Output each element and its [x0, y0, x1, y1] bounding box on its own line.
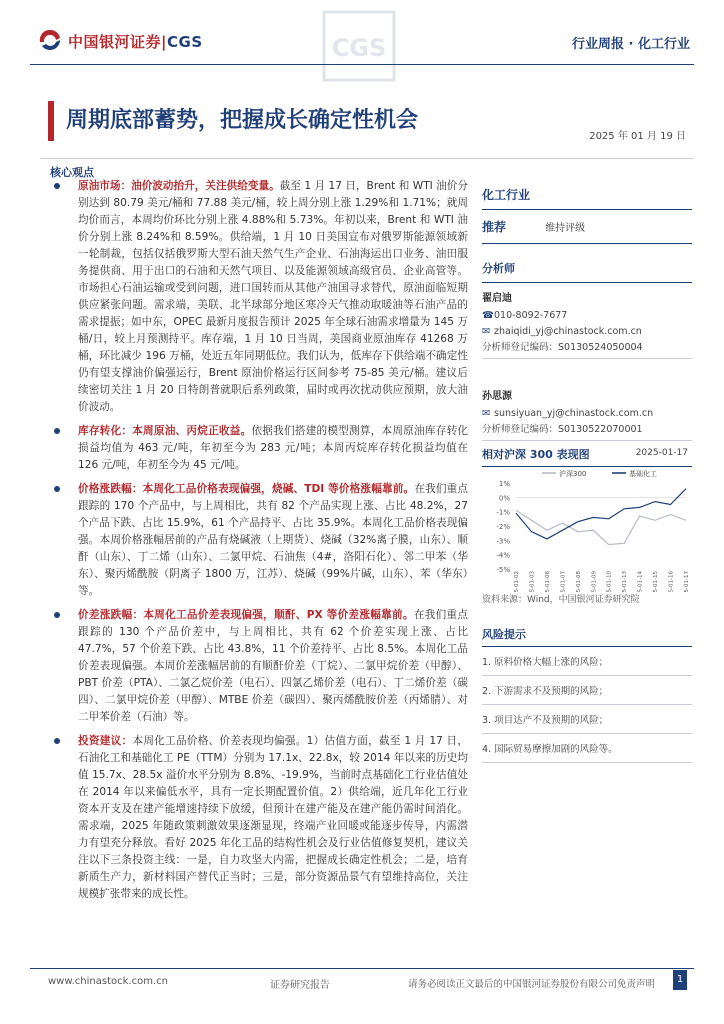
risk-item: 2. 下游需求不及预期的风险；	[482, 676, 692, 705]
x-tick-label: 2025-01-02	[514, 571, 520, 593]
y-tick-label: -1%	[496, 508, 510, 517]
bullet-icon	[54, 183, 60, 189]
x-tick-label: 2025-01-17	[684, 571, 690, 593]
chart-title: 相对沪深 300 表现图	[482, 448, 590, 461]
x-tick-label: 2025-01-15	[653, 571, 660, 593]
legend-label: 沪深300	[559, 470, 587, 478]
x-tick-label: 2025-01-06	[544, 571, 551, 593]
paragraph-lead: 原油市场：油价波动抬升，关注供给变量。	[78, 180, 280, 192]
analyst-phone: ☎010-8092-7677	[482, 308, 692, 324]
x-tick-label: 2025-01-08	[575, 571, 582, 593]
paragraph-inventory	[48, 423, 468, 474]
cgs-watermark	[316, 6, 402, 86]
y-tick-label: -3%	[496, 537, 510, 546]
page-number: 1	[673, 970, 687, 990]
analyst-label: 分析师	[482, 244, 692, 283]
paragraph-lead: 投资建议：	[78, 735, 133, 747]
sidebar	[482, 178, 692, 441]
series-line	[516, 489, 686, 539]
paragraph-investment-advice	[48, 733, 468, 903]
analyst-name: 孙思源	[482, 391, 512, 402]
risk-label: 风险提示	[482, 622, 692, 647]
email-icon: ✉	[482, 326, 490, 337]
y-tick-label: -4%	[496, 551, 510, 560]
legend-label: 基础化工	[629, 470, 657, 478]
paragraph-oil-market	[48, 178, 468, 416]
phone-icon: ☎	[482, 310, 494, 321]
analyst-email[interactable]: ✉ sunsiyuan_yj@chinastock.com.cn	[482, 406, 692, 422]
paragraph-text: 在我们重点跟踪的 130 个产品价差中，与上周相比，共有 62 个价差实现上涨、占比 47.7%，57 个价差下跌、占比 43.8%，11 个价差持平、占比 8.5%。本周化工品价差表现偏强。本周价差涨幅居前的有顺酐价差（丁烷）、二氯甲烷价差（甲醇）、PBT 价差（PTA）、二氯乙烷价差（电石）、四氯乙烯价差（电石）、丁二烯价差（碳四）、二氯甲烷价差（甲醇）、MTBE 价差（碳四）、聚丙烯酰胺价差（丙烯腈）、对二甲苯价差（石油）等。	[78, 609, 468, 723]
x-tick-label: 2025-01-16	[668, 571, 675, 593]
footer-disclaimer: 请务必阅读正文最后的中国银河证券股份有限公司免责声明	[408, 979, 656, 990]
brand-name: 中国银河证券|CGS	[68, 33, 203, 51]
bullet-icon	[54, 428, 60, 434]
analyst-email[interactable]: ✉ zhaiqidi_yj@chinastock.com.cn	[482, 324, 692, 340]
bullet-icon	[54, 612, 60, 618]
paragraph-lead: 价格涨跌幅：本周化工品价格表现偏强，烧碱、TDI 等价格涨幅靠前。	[78, 483, 415, 495]
header-divider	[30, 64, 694, 65]
x-tick-label: 2025-01-10	[606, 571, 613, 593]
company-logo-icon	[38, 30, 62, 52]
relative-performance-chart	[482, 440, 692, 610]
paragraph-text: 截至 1 月 17 日，Brent 和 WTI 油价分别达到 80.79 美元/桶和 77.88 美元/桶，较上周分别上涨 1.29%和 1.71%；就周均价而言，本周均价环比分别上涨 4.88%和 5.73%。年初以来，Brent 和 WTI 油价分别上涨 8.24%和 8.59%。供给端，1 月 10 日美国宣布对俄罗斯能源领域新一轮制裁，包括仅括俄罗斯大型石油天然气生产企业、石油海运出口业务、油田服务提供商、用于出口的石油和天然气项目、以及能源领域高级官员、企业高管等。市场担心石油运输或受到问题，进口国转而从其他产油国寻求替代，原油面临短期供应紧张问题。需求端，美联、北半球部分地区寒冷天气推动取暖油等石油产品的需求提振；如中东，OPEC 最新月度报告预计 2025 年全球石油需求增量为 145 万桶/日，较上月预测持平。库存端，1 月 10 日当周，美国商业原油库存 41268 万桶，环比减少 196 万桶，处近五年同期低位。我们认为，低库存下供给端不确定性仍有望支撑油价偏强运行，Brent 原油价格运行区间参考 75-85 美元/桶。建议后续密切关注 1 月 20 日特朗普就职后系列政策，届时或再次扰动供应预期，放大油价波动。	[78, 180, 469, 413]
title-divider	[40, 158, 694, 159]
paragraph-text: 本周化工品价格、价差表现均偏强。1）估值方面，截至 1 月 17 日，石油化工和基础化工 PE（TTM）分别为 17.1x、22.8x，较 2014 年以来的历史均值 15.7x、28.5x 溢价水平分别为 8.8%、-19.9%，当前时点基础化工行业估值处在 2014 年以来偏低水平，具有一定长期配置价值。2）供给端，近几年化工行业资本开支及在建产能增速持续下放缓，但预计在建产能及在建产能仍需时间消化。需求端，2025 年随政策刺激效果逐渐显现，终端产业回暖或能逐步传导，内需潜力有望充分释放。看好 2025 年化工品的结构性机会及行业估值修复契机，建议关注以下三条投资主线：一是，自力攻坚大内需，把握成长确定性机会；二是，培育新质生产力，新材料国产替代正当时；三是，部分资源品景气有望维持高位，关注规模扩张带来的成长性。	[78, 735, 468, 900]
analyst-name: 翟启迪	[482, 293, 512, 304]
paragraph-text: 在我们重点跟踪的 170 个产品中，与上周相比，共有 82 个产品实现上涨、占比 48.2%，27 个产品下跌、占比 15.9%，61 个产品持平、占比 35.9%。本周化工品价格表现偏强。本周价格涨幅居前的产品有烧碱液（上期货）、烧碱（32%离子膜，山东）、顺酐（山东）、丁二烯（山东）、二氯甲烷、石油焦（4#，洛阳石化）、邻二甲苯（华东）、聚丙烯酰胺（阴离子 1800 万，江苏）、烧碱（99%片碱，山东）、苯（华东）等。	[78, 483, 469, 597]
x-tick-label: 2025-01-03	[529, 571, 536, 593]
series-line	[516, 510, 686, 544]
rating-value: 维持评级	[545, 223, 586, 234]
y-tick-label: 0%	[498, 494, 510, 503]
rating-row	[482, 210, 692, 244]
svg-text:CGS: CGS	[331, 34, 387, 62]
analyst-cert: 分析师登记编码：S0130522070001	[482, 422, 692, 441]
x-tick-label: 2025-01-07	[560, 571, 567, 593]
email-icon: ✉	[482, 408, 490, 419]
risk-item: 4. 国际贸易摩擦加剧的风险等。	[482, 734, 692, 763]
chart-title-row	[482, 440, 692, 467]
paragraph-spread-change	[48, 607, 468, 726]
paragraph-lead: 价差涨跌幅：本周化工品价差表现偏强，顺酐、PX 等价差涨幅靠前。	[78, 609, 414, 621]
risk-item: 3. 项目达产不及预期的风险；	[482, 705, 692, 734]
recommend-label: 推荐	[482, 220, 507, 234]
y-tick-label: 1%	[498, 480, 510, 488]
bullet-icon	[54, 486, 60, 492]
x-tick-label: 2025-01-09	[591, 571, 598, 593]
risk-item: 1. 原料价格大幅上涨的风险；	[482, 647, 692, 676]
report-title: 周期底部蓄势，把握成长确定性机会	[66, 108, 419, 133]
footer-divider	[30, 968, 694, 969]
chart-plot	[482, 467, 692, 593]
footer-report-type: 证券研究报告	[270, 980, 330, 991]
y-tick-label: -2%	[496, 523, 510, 531]
paragraph-text: 依据我们搭建的模型测算，本周原油库存转化损益均值为 463 元/吨，年初至今为 283 元/吨；本周丙烷库存转化损益均值在 126 元/吨，年初至今为 45 元/吨。	[78, 425, 469, 471]
bullet-icon	[54, 738, 60, 744]
paragraph-price-change	[48, 481, 468, 600]
chart-source: 资料来源：Wind，中国银河证券研究院	[482, 595, 640, 605]
industry-label: 化工行业	[482, 178, 692, 210]
x-tick-label: 2025-01-13	[622, 571, 629, 593]
main-content	[48, 178, 468, 910]
core-views-label: 核心观点	[50, 166, 94, 179]
report-date: 2025 年 01 月 19 日	[589, 131, 686, 142]
y-tick-label: -5%	[496, 566, 510, 574]
analyst-cert: 分析师登记编码：S0130524050004	[482, 340, 692, 359]
chart-date: 2025-01-17	[635, 448, 688, 458]
risk-section	[482, 622, 692, 763]
x-tick-label: 2025-01-14	[637, 571, 644, 593]
report-type: 行业周报 · 化工行业	[572, 37, 690, 52]
paragraph-lead: 库存转化：本周原油、丙烷正收益。	[78, 425, 252, 437]
footer-website-link[interactable]: www.chinastock.com.cn	[48, 976, 168, 987]
title-accent-bar	[48, 101, 54, 141]
